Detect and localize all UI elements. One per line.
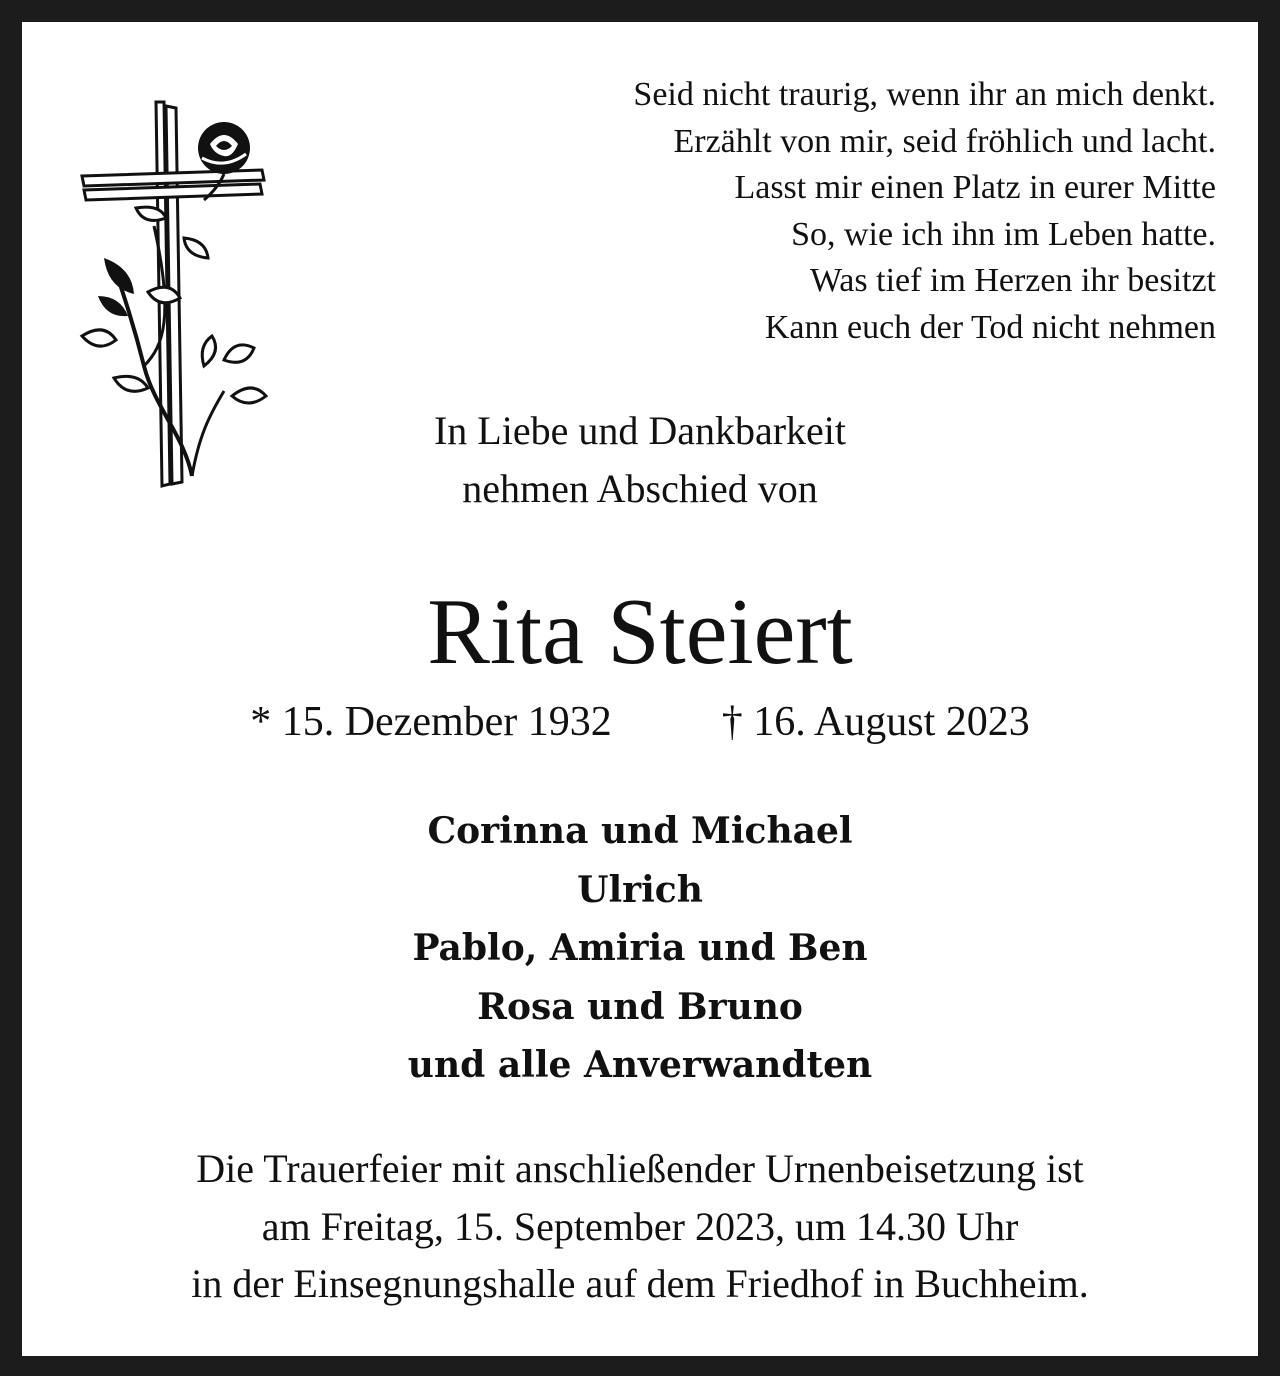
- mourner-line: Ulrich: [577, 868, 703, 911]
- intro-line: In Liebe und Dankbarkeit: [433, 408, 847, 453]
- intro-line: nehmen Abschied von: [462, 466, 818, 511]
- death-date: † 16. August 2023: [721, 699, 1030, 745]
- poem-line: Erzählt von mir, seid fröhlich und lacht.: [673, 122, 1216, 160]
- poem-line: Seid nicht traurig, wenn ihr an mich denkt.: [633, 76, 1216, 113]
- mourner-line: Pablo, Amiria und Ben: [412, 927, 868, 969]
- poem-line: Kann euch der Tod nicht nehmen: [764, 308, 1216, 346]
- mourners-list: [22, 802, 1258, 1095]
- birth-date: * 15. Dezember 1932: [250, 699, 612, 745]
- service-line: Die Trauerfeier mit anschließender Urnenbeisetzung ist: [196, 1146, 1084, 1191]
- service-line: in der Einsegnungshalle auf dem Friedhof in Buchheim.: [191, 1261, 1089, 1306]
- deceased-name: Rita Steiert: [427, 580, 853, 684]
- mourner-line: und alle Anverwandten: [407, 1044, 873, 1086]
- poem-line: So, wie ich ihn im Leben hatte.: [791, 215, 1216, 253]
- poem: [633, 72, 1216, 351]
- life-dates: [22, 694, 1258, 750]
- mourner-line: Rosa und Bruno: [477, 985, 803, 1028]
- intro-text: [22, 402, 1258, 518]
- service-line: am Freitag, 15. September 2023, um 14.30 Uhr: [261, 1203, 1019, 1249]
- obituary-card: [22, 22, 1258, 1356]
- poem-line: Was tief im Herzen ihr besitzt: [809, 262, 1216, 299]
- service-details: [22, 1140, 1258, 1313]
- mourner-line: Corinna und Michael: [427, 810, 853, 852]
- poem-line: Lasst mir einen Platz in eurer Mitte: [734, 169, 1216, 206]
